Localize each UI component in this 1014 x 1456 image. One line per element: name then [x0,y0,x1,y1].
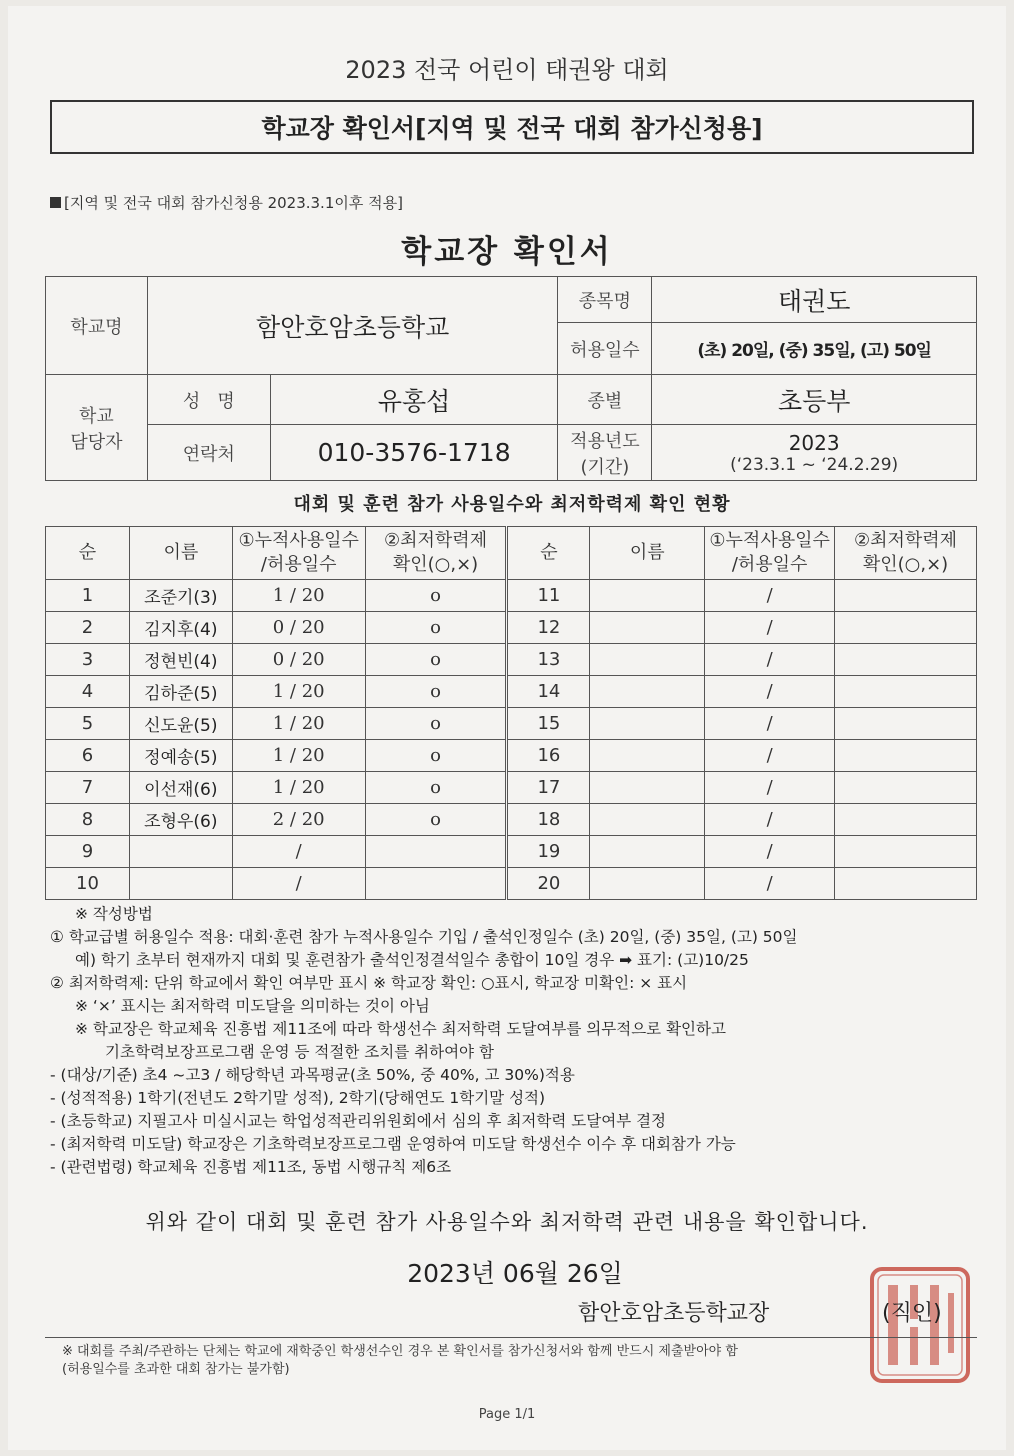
left-name-cell [129,868,232,900]
right-ratio-cell: / [705,836,835,868]
left-num-cell: 1 [46,580,130,612]
left-confirm-cell: o [365,644,507,676]
right-name-cell [590,804,705,836]
left-name-cell: 김지후(4) [129,612,232,644]
col-days-header-right [705,527,835,580]
left-num-cell: 7 [46,772,130,804]
left-ratio-cell: 1 / 20 [232,740,365,772]
left-ratio-cell: 0 / 20 [232,644,365,676]
left-confirm-cell: o [365,612,507,644]
right-num-cell: 18 [507,804,590,836]
left-ratio-cell: 1 / 20 [232,708,365,740]
school-name-label: 학교명 [46,277,148,375]
right-name-cell [590,836,705,868]
right-ratio-cell: / [705,804,835,836]
left-ratio-cell: / [232,836,365,868]
left-num-cell: 6 [46,740,130,772]
left-ratio-cell: 2 / 20 [232,804,365,836]
table-row [46,772,977,804]
allowed-days-label: 허용일수 [558,323,652,375]
sport-value: 태권도 [652,277,977,323]
writing-method [50,903,798,1179]
right-name-cell [590,868,705,900]
apply-period-value: (‘23.3.1 ~ ‘24.2.29) [730,454,899,475]
left-confirm-cell: o [365,708,507,740]
principal-title: 함안호암초등학교장 [578,1301,770,1326]
contact-label: 연락처 [147,425,270,481]
right-num-cell: 15 [507,708,590,740]
table-row [46,644,977,676]
table-row [46,580,977,612]
left-confirm-cell: o [365,772,507,804]
status-title: 대회 및 훈련 참가 사용일수와 최저학력제 확인 현황 [293,494,731,515]
school-manager-label [46,375,148,481]
col-order-header: 순 [46,527,130,580]
right-name-cell [590,580,705,612]
table-row [46,740,977,772]
apply-year-cell [652,425,977,481]
allowed-days-value: (초) 20일, (중) 35일, (고) 50일 [652,323,977,375]
manager-label-line2: 담당자 [70,431,123,453]
right-num-cell: 12 [507,612,590,644]
right-num-cell: 16 [507,740,590,772]
method-line-10: - (최저학력 미도달) 학교장은 기초학력보장프로그램 운영하여 미도달 학생선수 이수 후 대회참가 가능 [50,1135,736,1153]
days-header-line1: ①누적사용일수 [238,530,359,551]
right-ratio-cell: / [705,580,835,612]
right-name-cell [590,676,705,708]
right-name-cell [590,612,705,644]
apply-year-label-line2: (기간) [580,456,630,478]
col-confirm-header [365,527,507,580]
right-ratio-cell: / [705,740,835,772]
school-name-value: 함안호암초등학교 [147,277,558,375]
left-num-cell: 5 [46,708,130,740]
sport-label: 종목명 [558,277,652,323]
table-row [46,868,977,900]
left-num-cell: 9 [46,836,130,868]
right-confirm-cell [835,708,977,740]
left-confirm-cell [365,868,507,900]
right-num-cell: 11 [507,580,590,612]
method-line-5: ※ 학교장은 학교체육 진흥법 제11조에 따라 학생선수 최저학력 도달여부를 의무적으로 확인하고 [75,1020,726,1038]
manager-name-value: 유홍섭 [270,375,558,425]
table-row [46,676,977,708]
method-line-11: - (관련법령) 학교체육 진흥법 제11조, 동법 시행규칙 제6조 [50,1158,452,1176]
table-row [46,708,977,740]
left-name-cell: 신도윤(5) [129,708,232,740]
col-name-header: 이름 [129,527,232,580]
apply-year-label-line1: 적용년도 [570,430,640,452]
left-name-cell: 이선재(6) [129,772,232,804]
left-name-cell: 정예송(5) [129,740,232,772]
col-days-header [232,527,365,580]
info-table [45,276,977,481]
left-name-cell: 조준기(3) [129,580,232,612]
confirmation-date: 2023년 06월 26일 [407,1259,623,1288]
division-value: 초등부 [652,375,977,425]
right-confirm-cell [835,772,977,804]
right-confirm-cell [835,612,977,644]
right-name-cell [590,740,705,772]
footer-note-line1: ※ 대회를 주최/주관하는 단체는 학교에 재학중인 학생선수인 경우 본 확인서를 참가신청서와 함께 반드시 제출받아야 함 [62,1344,738,1359]
col-order-header-right: 순 [507,527,590,580]
table-row [46,836,977,868]
method-line-4: ※ ‘×’ 표시는 최저학력 미도달을 의미하는 것이 아님 [75,997,430,1015]
division-label: 종별 [558,375,652,425]
col-name-header-right: 이름 [590,527,705,580]
footer-divider [45,1337,977,1338]
method-line-6: 기초학력보장프로그램 운영 등 적절한 조치를 취하여야 함 [105,1043,494,1061]
right-num-cell: 20 [507,868,590,900]
left-ratio-cell: 0 / 20 [232,612,365,644]
right-confirm-cell [835,644,977,676]
left-name-cell [129,836,232,868]
manager-label-line1: 학교 [79,405,114,427]
right-name-cell [590,644,705,676]
apply-year-label [558,425,652,481]
days-header-right-line2: /허용일수 [731,554,808,575]
page-number: Page 1/1 [478,1407,536,1422]
left-ratio-cell: 1 / 20 [232,580,365,612]
left-confirm-cell: o [365,676,507,708]
status-table-header [46,527,977,580]
confirm-header-line1: ②최저학력제 [384,530,488,551]
left-num-cell: 8 [46,804,130,836]
right-confirm-cell [835,676,977,708]
name-label: 성 명 [147,375,270,425]
left-ratio-cell: 1 / 20 [232,676,365,708]
right-num-cell: 19 [507,836,590,868]
right-confirm-cell [835,580,977,612]
method-line-7: - (대상/기준) 초4 ~고3 / 해당학년 과목평균(초 50%, 중 40%, 고 30%)적용 [50,1066,575,1084]
right-name-cell [590,772,705,804]
main-title-box [50,100,974,154]
contact-value: 010-3576-1718 [270,425,558,481]
left-confirm-cell [365,836,507,868]
left-confirm-cell: o [365,580,507,612]
col-confirm-header-right [835,527,977,580]
right-confirm-cell [835,868,977,900]
right-num-cell: 13 [507,644,590,676]
apply-year-value: 2023 [788,430,840,455]
method-line-2: 예) 학기 초부터 현재까지 대회 및 훈련참가 출석인정결석일수 총합이 10일 경우 ➡ 표기: (고)10/25 [75,951,749,969]
method-line-1: ① 학교급별 허용일수 적용: 대회·훈련 참가 누적사용일수 기입 / 출석인정일수 (초) 20일, (중) 35일, (고) 50일 [50,928,798,946]
right-num-cell: 14 [507,676,590,708]
seal-label: (직인) [882,1301,942,1326]
left-ratio-cell: / [232,868,365,900]
confirm-header-right-line1: ②최저학력제 [853,530,958,551]
right-ratio-cell: / [705,676,835,708]
footer-note-line2: (허용일수를 초과한 대회 참가는 불가함) [62,1362,290,1377]
footer-note [62,1343,738,1379]
right-ratio-cell: / [705,772,835,804]
top-note [50,192,403,213]
confirmation-statement: 위와 같이 대회 및 훈련 참가 사용일수와 최저학력 관련 내용을 확인합니다. [145,1210,869,1234]
right-ratio-cell: / [705,612,835,644]
left-num-cell: 4 [46,676,130,708]
confirm-header-line2: 확인(○,×) [392,554,479,575]
right-ratio-cell: / [705,644,835,676]
left-num-cell: 3 [46,644,130,676]
left-name-cell: 김하준(5) [129,676,232,708]
left-name-cell: 조형우(6) [129,804,232,836]
right-confirm-cell [835,836,977,868]
status-table [45,526,977,900]
right-confirm-cell [835,804,977,836]
confirm-header-right-line2: 확인(○,×) [862,554,949,575]
left-name-cell: 정현빈(4) [129,644,232,676]
document-title: 학교장 확인서 [401,234,613,270]
left-num-cell: 2 [46,612,130,644]
top-note-text: [지역 및 전국 대회 참가신청용 2023.3.1이후 적용] [64,194,403,212]
method-heading: ※ 작성방법 [75,905,153,923]
right-name-cell [590,708,705,740]
table-row [46,804,977,836]
right-ratio-cell: / [705,868,835,900]
days-header-right-line1: ①누적사용일수 [709,530,830,551]
days-header-line2: /허용일수 [260,554,337,575]
right-confirm-cell [835,740,977,772]
right-ratio-cell: / [705,708,835,740]
left-confirm-cell: o [365,804,507,836]
left-ratio-cell: 1 / 20 [232,772,365,804]
method-line-9: - (초등학교) 지필고사 미실시교는 학업성적관리위원회에서 심의 후 최저학력 도달여부 결정 [50,1112,667,1130]
event-title: 2023 전국 어린이 태권왕 대회 [345,56,669,84]
method-line-8: - (성적적용) 1학기(전년도 2학기말 성적), 2학기(당해연도 1학기말 성적) [50,1089,546,1107]
method-line-3: ② 최저학력제: 단위 학교에서 확인 여부만 표시 ※ 학교장 확인: ○표시, 학교장 미확인: × 표시 [50,974,688,992]
left-confirm-cell: o [365,740,507,772]
table-row [46,612,977,644]
main-title: 학교장 확인서[지역 및 전국 대회 참가신청용] [261,114,763,143]
right-num-cell: 17 [507,772,590,804]
left-num-cell: 10 [46,868,130,900]
status-table-body [46,580,977,900]
square-bullet-icon [50,197,61,208]
